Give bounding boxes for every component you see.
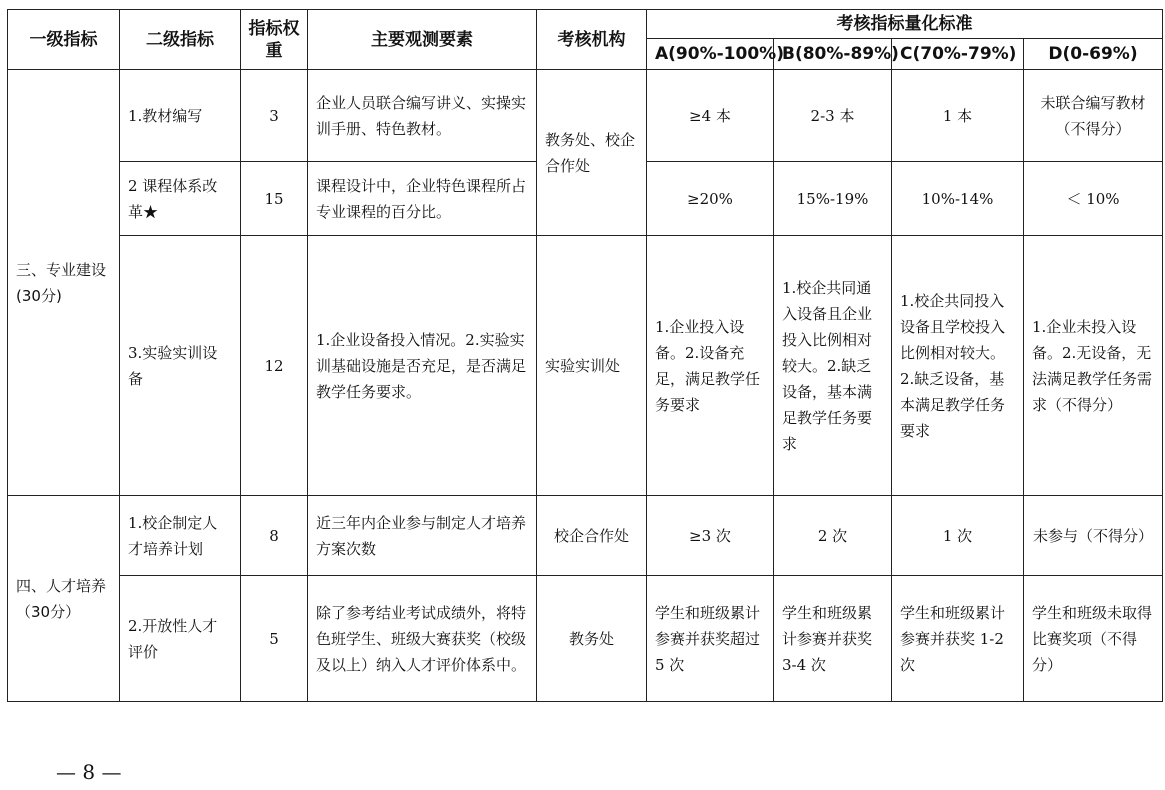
org-cell: 校企合作处	[537, 496, 647, 576]
section-title: 四、人才培养（30分）	[8, 496, 120, 702]
weight-cell: 12	[241, 236, 308, 496]
weight-cell: 8	[241, 496, 308, 576]
indicator-cell: 1.校企制定人才培养计划	[120, 496, 241, 576]
grade-d-cell: 未联合编写教材（不得分）	[1024, 70, 1163, 162]
grade-b-cell: 2-3 本	[774, 70, 892, 162]
grade-a-cell: 学生和班级累计参赛并获奖超过 5 次	[647, 576, 774, 702]
header-elements: 主要观测要素	[308, 10, 537, 70]
elements-cell: 课程设计中，企业特色课程所占专业课程的百分比。	[308, 162, 537, 236]
grade-c-cell: 10%-14%	[892, 162, 1024, 236]
header-grade-b: B(80%-89%)	[774, 39, 892, 70]
page-number: — 8 —	[56, 760, 122, 784]
elements-cell: 1.企业设备投入情况。2.实验实训基础设施是否充足，是否满足教学任务要求。	[308, 236, 537, 496]
org-cell: 教务处	[537, 576, 647, 702]
grade-b-cell: 15%-19%	[774, 162, 892, 236]
table-row	[8, 236, 1163, 496]
org-cell: 教务处、校企合作处	[537, 70, 647, 236]
table-row	[8, 576, 1163, 702]
grade-a-cell: ≥3 次	[647, 496, 774, 576]
header-level1: 一级指标	[8, 10, 120, 70]
grade-c-cell: 学生和班级累计参赛并获奖 1-2 次	[892, 576, 1024, 702]
org-cell: 实验实训处	[537, 236, 647, 496]
table-row	[8, 70, 1163, 162]
grade-a-cell: 1.企业投入设备。2.设备充足，满足教学任务要求	[647, 236, 774, 496]
section-title: 三、专业建设(30分)	[8, 70, 120, 496]
grade-b-cell: 1.校企共同通入设备且企业投入比例相对较大。2.缺乏设备，基本满足教学任务要求	[774, 236, 892, 496]
elements-cell: 近三年内企业参与制定人才培养方案次数	[308, 496, 537, 576]
header-grade-a: A(90%-100%)	[647, 39, 774, 70]
grade-a-cell: ≥20%	[647, 162, 774, 236]
indicator-cell: 2.开放性人才评价	[120, 576, 241, 702]
weight-cell: 15	[241, 162, 308, 236]
indicator-cell: 2 课程体系改革★	[120, 162, 241, 236]
grade-b-cell: 2 次	[774, 496, 892, 576]
grade-d-cell: 1.企业未投入设备。2.无设备，无法满足教学任务需求（不得分）	[1024, 236, 1163, 496]
elements-cell: 企业人员联合编写讲义、实操实训手册、特色教材。	[308, 70, 537, 162]
header-weight: 指标权重	[241, 10, 308, 70]
header-grade-c: C(70%-79%)	[892, 39, 1024, 70]
grade-d-cell: 未参与（不得分）	[1024, 496, 1163, 576]
weight-cell: 5	[241, 576, 308, 702]
assessment-table	[7, 9, 1163, 702]
grade-c-cell: 1 本	[892, 70, 1024, 162]
table-row	[8, 496, 1163, 576]
weight-cell: 3	[241, 70, 308, 162]
header-org: 考核机构	[537, 10, 647, 70]
header-grade-d: D(0-69%)	[1024, 39, 1163, 70]
grade-d-cell: ＜ 10%	[1024, 162, 1163, 236]
grade-b-cell: 学生和班级累计参赛并获奖 3-4 次	[774, 576, 892, 702]
grade-c-cell: 1.校企共同投入设备且学校投入比例相对较大。2.缺乏设备，基本满足教学任务要求	[892, 236, 1024, 496]
header-standards-group: 考核指标量化标准	[647, 10, 1163, 39]
indicator-cell: 1.教材编写	[120, 70, 241, 162]
grade-a-cell: ≥4 本	[647, 70, 774, 162]
grade-c-cell: 1 次	[892, 496, 1024, 576]
grade-d-cell: 学生和班级未取得比赛奖项（不得分）	[1024, 576, 1163, 702]
elements-cell: 除了参考结业考试成绩外，将特色班学生、班级大赛获奖（校级及以上）纳入人才评价体系中。	[308, 576, 537, 702]
indicator-cell: 3.实验实训设备	[120, 236, 241, 496]
header-level2: 二级指标	[120, 10, 241, 70]
